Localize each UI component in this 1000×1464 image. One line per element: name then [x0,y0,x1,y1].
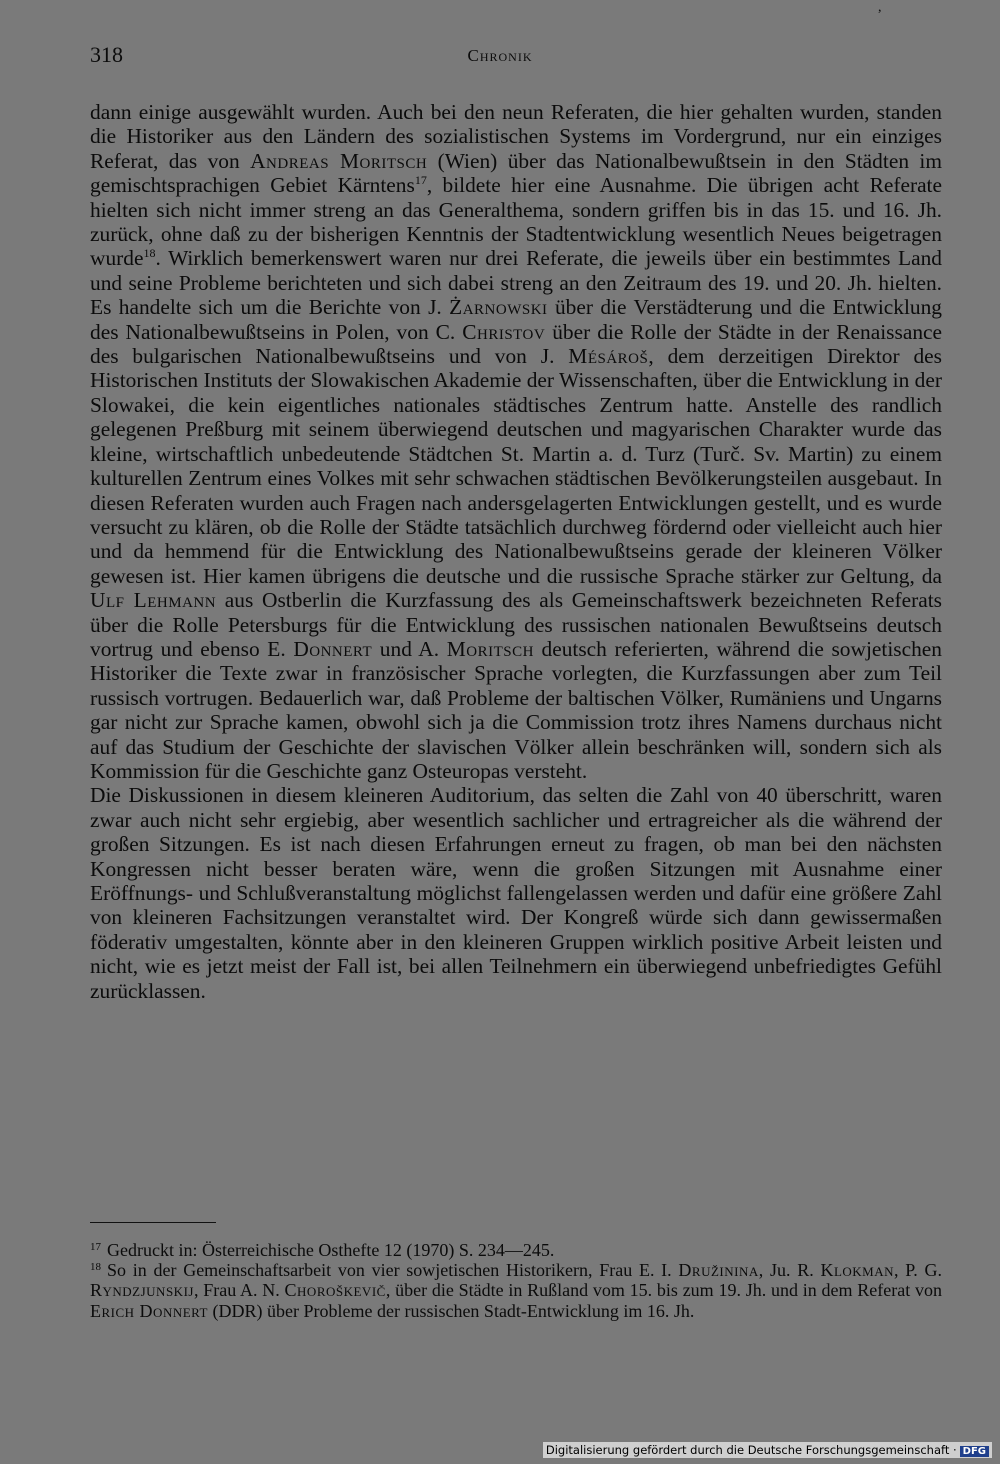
person-name: Donnert [293,636,373,661]
paragraph-1 [90,100,942,783]
text-run: aus Ostberlin die Kurzfassung des als Gemeinschaftswerk bezeichneten Referats über die Rolle Petersburgs für die Entwicklung des russischen nationalen Bewußtseins deutsch vortrug und ebenso E. [90,588,942,661]
corner-mark: , [878,0,882,15]
text-run: , über die Städte in Rußland vom 15. bis zum 19. Jh. und in dem Referat von [385,1280,943,1301]
footnote-ref-18[interactable]: 18 [143,246,156,261]
credit-text: Digitalisierung gefördert durch die Deutsche Forschungsgemeinschaft · [545,1443,957,1457]
running-head: Chronik [467,46,533,65]
text-run: So in der Gemeinschaftsarbeit von vier sowjetischen Historikern, Frau E. I. [107,1260,679,1281]
text-run: (DDR) über Probleme der russischen Stadt-Entwicklung im 16. Jh. [208,1300,695,1321]
footnote-divider [90,1222,216,1223]
footnote-text: Gedruckt in: Österreichische Osthefte 12 (1970) S. 234—245. [107,1240,555,1260]
person-name: Mésároš [568,344,649,369]
person-name: Erich Donnert [90,1300,208,1321]
main-text [90,100,942,1003]
text-run: über die Rolle der Städte in der Renaissance des bulgarischen Nationalbewußtseins und von J. [90,319,942,369]
footnote-number: 17 [90,1241,101,1253]
digitization-credit [543,1442,992,1458]
dfg-logo: DFG [960,1446,989,1457]
paragraph-2: Die Diskussionen in diesem kleineren Auditorium, das selten die Zahl von 40 überschritt, waren zwar auch nicht sehr ergiebig, aber wesentlich sachlicher und ertragreicher als die während der großen Sitzungen. Es ist nach diesen Erfahrungen erneut zu fragen, ob man bei den nächsten Kongressen nicht besser beraten wäre, wenn die großen Sitzungen mit Ausnahme einer Eröffnungs- und Schlußveranstaltung möglichst fallengelassen werden und dafür eine größere Zahl von kleineren Fachsitzungen veranstaltet wird. Der Kongreß würde sich dann gewissermaßen föderativ umgestalten, könnte aber in den kleineren Gruppen wirklich positive Arbeit leisten und nicht, wie es jetzt meist der Fall ist, bei allen Teilnehmern ein überwiegend unbefriedigtes Gefühl zurücklassen. [90,783,942,1003]
text-run: , P. G. [894,1260,943,1281]
footnote-17 [90,1240,942,1260]
text-run: dann einige ausgewählt wurden. Auch bei den neun Referaten, die hier gehalten wurden, standen die Historiker aus den Ländern des sozialistischen Systems im Vordergrund, nur ein einziges Referat, das von [90,100,942,173]
footnote-18 [90,1260,942,1321]
text-run: , dem derzeitigen Direktor des Historischen Instituts der Slowakischen Akademie der Wissenschaften, über die Entwicklung in der Slowakei, die kein eigentliches nationales städtisches Zentrum hatte. Anstelle des randlich gelegenen Preßburg mit seinem überwiegend deutschen und magyarischen Charakter wurde das kleine, wirtschaftlich unbedeutende Städtchen St. Martin a. d. Turz (Turč. Sv. Martin) zu einem kulturellen Zentrum eines Volkes mit sehr schwachen städtischen Bevölkerungsteilen ausgebaut. In diesen Referaten wurden auch Fragen nach andersgelagerten Entwicklungen gestellt, und es wurde versucht zu klären, ob die Rolle der Städte tatsächlich durchweg fördernd oder vielleicht auch hier und da hemmend für die Entwicklung des Nationalbewußtseins gerade der kleineren Völker gewesen ist. Hier kamen übrigens die deutsche und die russische Sprache stärker zur Geltung, da [90,344,942,588]
text-run: und A. [372,636,447,661]
text-run: , Frau A. N. [193,1280,285,1301]
person-name: Żarnowski [449,295,548,320]
text-run: (Wien) über das Nationalbewußtsein in den Städten im gemischtsprachigen Gebiet Kärntens [90,148,942,198]
person-name: Klokman [820,1260,895,1281]
text-run: über die Verstädterung und die Entwicklung des Nationalbewußtseins in Polen, von C. [90,295,942,344]
page-number: 318 [90,42,123,67]
footnote-ref-17[interactable]: 17 [414,173,427,188]
text-run: deutsch referierten, während die sowjetischen Historiker die Texte zwar in französischer Sprache vorlegten, die Kurzfassungen aber zum Teil russisch vortrugen. Bedauerlich war, daß Probleme der baltischen Völker, Rumäniens und Ungarns gar nicht zur Sprache kamen, obwohl sich ja die Commission trotz ihres Namens durchaus nicht auf das Studium der Geschichte der slavischen Völker allein beschränken will, sondern sich als Kommission für die Geschichte ganz Osteuropas versteht. [90,636,942,783]
person-name: Choroškevič [284,1280,386,1301]
person-name: Družinina [678,1260,759,1281]
person-name: Ulf Lehmann [90,588,217,613]
footnotes [90,1240,942,1321]
person-name: Christov [462,319,546,344]
footnote-number: 18 [90,1261,101,1274]
text-run: . Wirklich bemerkenswert waren nur drei Referate, die jeweils über ein bestimmtes Land und seine Probleme berichteten und sich dabei streng an den Zeitraum des 19. und 20. Jh. hielten. Es handelte sich um die Berichte von J. [90,246,942,320]
person-name: Ryndzjunskij [90,1280,194,1301]
person-name: Andreas Moritsch [250,148,428,173]
text-run: , Ju. R. [758,1260,821,1281]
text-run: , bildete hier eine Ausnahme. Die übrigen acht Referate hielten sich nicht immer streng an das Generalthema, sondern griffen bis in das 15. und 16. Jh. zurück, ohne daß zu der bisherigen Kenntnis der Stadtentwicklung wesentlich Neues beigetragen wurde [90,173,942,271]
person-name: Moritsch [446,636,534,661]
